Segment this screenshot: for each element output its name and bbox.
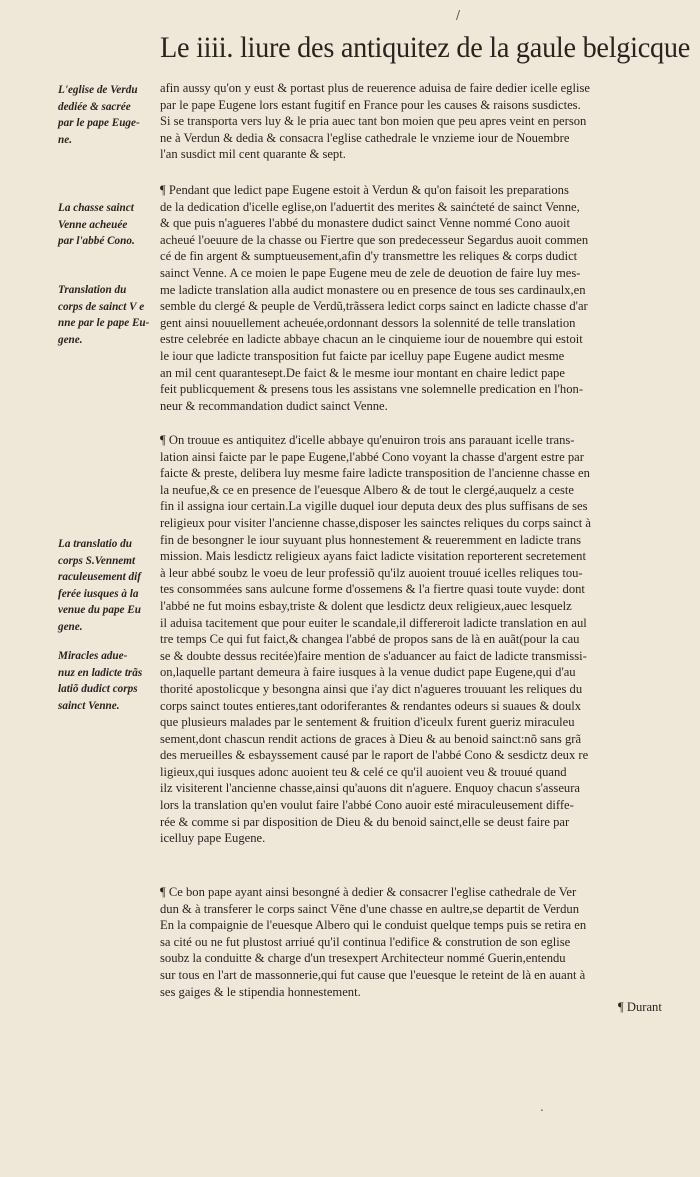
- text-line: le iour que ladicte transposition fut faicte par icelluy pape Eugene audict mesme: [160, 348, 565, 363]
- margin-note-line: nne par le pape Eu-: [58, 317, 150, 329]
- text-line: & que puis n'agueres l'abbé du monastere dudict sainct Venne nommé Cono auoit: [160, 216, 571, 231]
- margin-note-line: corps S.Vennemt: [58, 554, 136, 567]
- margin-note-line: Translation du: [58, 284, 127, 296]
- text-line: fin il assigna iour certain.La vigille duquel iour deputa deux des plus suffisans de ses: [160, 499, 588, 514]
- text-line: semble du clergé & peuple de Verdũ,trãssera ledict corps sainct en ladicte chasse d'ar: [160, 299, 588, 314]
- margin-note-line: raculeusement dif: [58, 571, 141, 583]
- margin-note-line: ne.: [58, 133, 72, 146]
- margin-note-line: L'eglise de Verdu: [58, 84, 138, 96]
- text-line: se & doubte dessus recitée)faire mention de s'aduancer au faict de ladicte transmissi-: [160, 648, 587, 663]
- margin-note-line: gene.: [58, 620, 83, 633]
- text-line: fin de besongner le iour suyuant plus honnestement & reueremment en ladicte trans: [160, 532, 582, 547]
- text-line: ne à Verdun & dedia & consacra l'eglise cathedrale le vnzieme iour de Nouembre: [160, 130, 570, 145]
- text-line: En la compaignie de l'euesque Albero qui le conduist quelque temps puis se retira en: [160, 918, 587, 933]
- text-line: estre celebrée en ladicte abbaye chacun an le cinquieme iour de nouembre qui estoit: [160, 332, 583, 347]
- paragraph-good-pope: [160, 884, 680, 1000]
- text-line: me ladicte translation alla audict monastere ou en presence de tous ses cardinaulx,en: [160, 282, 586, 297]
- text-line: il aduisa tacitement que pour euiter le scandale,il differeroit ladicte translation en aul: [160, 615, 587, 630]
- margin-note-line: latiõ dudict corps: [58, 683, 138, 695]
- text-line: des merueilles & esbayssement causé par le raport de l'abbé Cono & sesdictz deux re: [160, 748, 589, 763]
- text-line: rée & comme si par disposition de Dieu & du benoid sainct,elle se deust faire par: [160, 814, 570, 829]
- margin-note-line: Venne acheuée: [58, 218, 128, 231]
- text-line: à leur abbé soubz le voeu de leur professiõ qu'ilz auoient trouué icelles reliques tou-: [160, 565, 583, 580]
- text-line: on,laquelle partant demeura à faire iusques à la venue dudict pape Eugene,qui d'au: [160, 665, 576, 680]
- text-line: lation ainsi faicte par le pape Eugene,l'abbé Cono voyant la chasse d'argent estre par: [160, 449, 584, 464]
- text-line: sement,dont chascun rendit actions de graces à Dieu & au benoid sainct:nõ sans grã: [160, 731, 582, 746]
- margin-note-line: La chasse sainct: [58, 202, 134, 214]
- text-line: que plusieurs malades par le sentement & fruition d'iceulx furent gueriz miraculeu: [160, 715, 575, 730]
- text-line: sur tous en l'art de massonnerie,qui fut cause que l'euesque le reteint de là en auant à: [160, 967, 586, 982]
- text-line: par le pape Eugene lors estant fugitif en France pour les causes & raisons susdictes.: [160, 97, 581, 112]
- margin-note-line: ferée iusques à la: [58, 587, 139, 600]
- margin-note-translation: [58, 282, 158, 348]
- margin-note-line: corps de sainct V e: [58, 300, 145, 313]
- text-line: de la dedication d'icelle eglise,on l'aduertit des merites & sainćteté de sainct Venne,: [160, 199, 580, 214]
- text-line: ses gaiges & le stipendia honnestement.: [160, 984, 361, 999]
- text-line: religieux pour visiter l'ancienne chasse,disposer les sainctes reliques du corps sainct à: [160, 515, 592, 530]
- catchword: ¶ Durant: [618, 1000, 662, 1014]
- margin-note-line: sainct Venne.: [58, 699, 120, 712]
- text-line: corps sainct toutes entieres,tant odoriferantes & rendantes odeurs si suaues & doulx: [160, 698, 582, 713]
- text-line: faicte & preste, delibera luy mesme faire ladicte transposition de l'ancienne chasse en: [160, 466, 590, 481]
- margin-note-line: nuz en ladicte trãs: [58, 666, 143, 679]
- text-line: thorité apostolicque y besongna ainsi que i'ay dict n'agueres trouuant les reliques du: [160, 681, 583, 696]
- paragraph-antiquities: [160, 432, 680, 847]
- text-line: sainct Venne. A ce moien le pape Eugene meu de zele de deuotion de faire luy mes-: [160, 265, 581, 280]
- text-line: l'abbé ne fut moins esbay,triste & dolent que lesdictz deux religieux,auec lesquelz: [160, 598, 572, 613]
- margin-note-line: gene.: [58, 333, 83, 346]
- page-mark: /: [456, 8, 461, 22]
- text-line: acheué l'oeuure de la chasse ou Fiertre que son predecesseur Segardus auoit commen: [160, 232, 589, 247]
- text-line: soubz la conduitte & charge d'un tresexpert Architecteur nommé Guerin,entendu: [160, 951, 566, 966]
- text-line: sa cité ou ne fut plustost arriué qu'il continua l'edifice & constrution de son eglise: [160, 934, 571, 949]
- text-line: lors la translation qu'en voulut faire l'abbé Cono auoir esté miraculeusement diffe-: [160, 798, 574, 813]
- text-line: feit publicquement & presens tous les assistans vne solemnelle predication en l'hon-: [160, 382, 584, 397]
- margin-note-line: par l'abbé Cono.: [58, 235, 135, 247]
- margin-note-chasse: [58, 200, 158, 250]
- margin-note-line: dediée & sacrée: [58, 100, 131, 113]
- margin-note-line: par le pape Euge-: [58, 117, 140, 129]
- paragraph-dedication: [160, 80, 680, 163]
- text-line: an mil cent quarantesept.De faict & le mesme iour montant en chaire ledict pape: [160, 365, 565, 380]
- text-line: ¶ On trouue es antiquitez d'icelle abbaye qu'enuiron trois ans parauant icelle trans-: [160, 433, 575, 447]
- text-line: ¶ Pendant que ledict pape Eugene estoit à Verdun & qu'on faisoit les preparations: [160, 183, 569, 197]
- text-line: Si se transporta vers luy & le pria auec tant bon moien que peu apres veint en person: [160, 114, 587, 129]
- running-title: Le iiii. liure des antiquitez de la gaule belgicque: [160, 31, 691, 64]
- text-line: ¶ Ce bon pape ayant ainsi besongné à dedier & consacrer l'eglise cathedrale de Ver: [160, 885, 577, 899]
- text-line: la neufue,& ce en presence de l'euesque Albero & de tout le clergé,auquelz a ceste: [160, 482, 574, 497]
- text-line: mission. Mais lesdictz religieux ayans faict ladicte visitation reporterent secretement: [160, 549, 586, 564]
- text-line: neur & recommandation dudict sainct Venne.: [160, 398, 388, 413]
- text-line: l'an susdict mil cent quarante & sept.: [160, 147, 346, 162]
- margin-note-line: Miracles adue-: [58, 650, 128, 662]
- text-line: gent ainsi nouuellement acheuée,ordonnant dessors la solennité de telle translation: [160, 315, 576, 330]
- margin-note-line: La translatio du: [58, 538, 132, 550]
- text-line: ligieux,qui iusques adonc auoient teu & celé ce qu'il auoient veu & trouué quand: [160, 764, 567, 779]
- text-line: cé de fin argent & sumptueusement,afin d'y transmettre les reliques & corps dudict: [160, 249, 578, 264]
- text-line: tes consommées sans aulcune forme d'ossemens & l'a fiertre quasi toute vuyde: dont: [160, 582, 585, 597]
- text-line: icelluy pape Eugene.: [160, 831, 266, 846]
- page-mark: .: [540, 1100, 544, 1114]
- paragraph-saint-venne: [160, 182, 680, 414]
- margin-note-deferred: [58, 536, 158, 635]
- margin-note-miracles: [58, 648, 158, 714]
- margin-note-line: venue du pape Eu: [58, 604, 141, 616]
- text-line: tre temps Ce qui fut faict,& changea l'abbé de propos sans de là en auãt(pour la cau: [160, 632, 580, 647]
- text-line: dun & à transferer le corps sainct Vẽne d'une chasse en aultre,se departit de Verdun: [160, 901, 579, 916]
- text-line: afin aussy qu'on y eust & portast plus de reuerence aduisa de faire dedier icelle eglise: [160, 81, 590, 95]
- margin-note-dedication: [58, 82, 158, 148]
- text-line: ilz visiterent l'ancienne chasse,ainsi qu'auons dit n'aguere. Enquoy chacun s'asseura: [160, 781, 580, 796]
